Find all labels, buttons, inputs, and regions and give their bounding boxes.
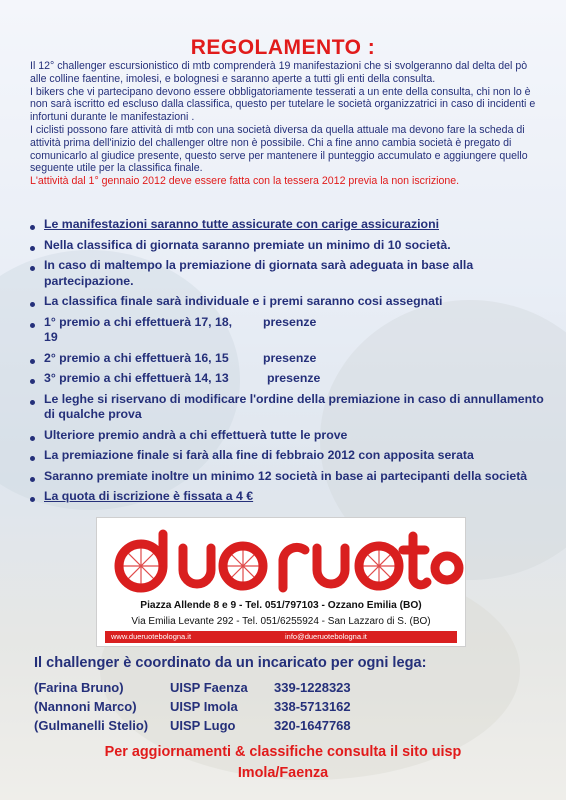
- intro-paragraph: I bikers che vi partecipano devono essere obbligatoriamente tesserati a un ente della consulta, chi non lo è non sarà iscritto ed escluso dalla classifica, questo per tutelare le società organizzatrici in caso di incidenti e infortuni durante le manifestazioni .: [30, 85, 536, 124]
- contact-row: [34, 678, 384, 697]
- bullet-icon: [30, 477, 35, 482]
- contact-org: UISP Faenza: [170, 680, 248, 695]
- contacts-list: [34, 678, 384, 735]
- bullet-icon: [30, 323, 35, 328]
- sponsor-ad: [96, 517, 466, 647]
- bullet-icon: [30, 379, 35, 384]
- footer-note: [0, 742, 566, 784]
- bullet-icon: [30, 436, 35, 441]
- contact-phone: 338-5713162: [274, 699, 351, 714]
- bullet-icon: [30, 456, 35, 461]
- contact-row: [34, 716, 384, 735]
- bullet-icon: [30, 266, 35, 271]
- intro-paragraph: I ciclisti possono fare attività di mtb con una società diversa da quella attuale ma devono fare la scheda di attività prima dell'inizio del challenger oltre non è possibile. Chi a fine anno cambia società è pregato di comunicarlo al giudice presente, questo serve per mantenere il punteggio accumulato e aggiungere quello seguente utile per la classifica finale.: [30, 123, 528, 175]
- coordination-heading: Il challenger è coordinato da un incaricato per ogni lega:: [34, 655, 427, 671]
- list-item: La classifica finale sarà individuale e i premi saranno cosi assegnati: [30, 294, 550, 310]
- list-item: 1° premio a chi effettuerà 17, 18, 19 presenze: [30, 315, 550, 346]
- website-link[interactable]: www.dueruotebologna.it: [111, 632, 192, 641]
- footer-line: Per aggiornamenti & classifiche consulta il sito uisp: [104, 744, 462, 760]
- bullet-icon: [30, 400, 35, 405]
- contact-org: UISP Imola: [170, 699, 238, 714]
- list-item: Ulteriore premio andrà a chi effettuerà tutte le prove: [30, 428, 550, 444]
- list-item: Saranno premiate inoltre un minimo 12 società in base ai partecipanti della società: [30, 469, 550, 485]
- bullet-icon: [30, 225, 35, 230]
- list-item: Nella classifica di giornata saranno premiate un minimo di 10 società.: [30, 238, 550, 254]
- intro-paragraph: Il 12° challenger escursionistico di mtb comprenderà 19 manifestazioni che si svolgeranno dal delta del pò alle colline faentine, imolesi, e bolognesi e saranno aperte a tutti gli enti della consulta.: [30, 60, 528, 85]
- list-item: Le leghe si riservano di modificare l'ordine della premiazione in caso di annullamento di qualche prova: [30, 392, 550, 423]
- list-item: In caso di maltempo la premiazione di giornata sarà adeguata in base alla partecipazione.: [30, 258, 550, 289]
- bullet-icon: [30, 359, 35, 364]
- address-line-1: Piazza Allende 8 e 9 - Tel. 051/797103 - Ozzano Emilia (BO): [140, 600, 422, 611]
- rules-list: [30, 217, 550, 510]
- list-item: La premiazione finale si farà alla fine di febbraio 2012 con apposita serata: [30, 448, 550, 464]
- address-line-2: Via Emilia Levante 292 - Tel. 051/6255924 - San Lazzaro di S. (BO): [131, 616, 431, 627]
- contact-phone: 320-1647768: [274, 718, 351, 733]
- contact-name: (Gulmanelli Stelio): [34, 718, 149, 733]
- bullet-icon: [30, 497, 35, 502]
- due-ruote-logo: [97, 518, 465, 600]
- contact-phone: 339-1228323: [274, 680, 351, 695]
- intro-notice: L'attività dal 1° gennaio 2012 deve essere fatta con la tessera 2012 previa la non iscrizione.: [30, 175, 460, 188]
- bullet-icon: [30, 302, 35, 307]
- list-item: La quota di iscrizione è fissata a 4 €: [30, 489, 550, 505]
- bullet-icon: [30, 246, 35, 251]
- contact-row: [34, 697, 384, 716]
- page-title: REGOLAMENTO :: [190, 36, 376, 59]
- intro-text: [30, 60, 540, 188]
- contact-org: UISP Lugo: [170, 718, 236, 733]
- contact-name: (Farina Bruno): [34, 680, 124, 695]
- contact-name: (Nannoni Marco): [34, 699, 137, 714]
- contact-bar: [105, 631, 457, 643]
- list-item: 2° premio a chi effettuerà 16, 15 presenze: [30, 351, 550, 367]
- list-item: 3° premio a chi effettuerà 14, 13 presenze: [30, 371, 550, 387]
- email-link[interactable]: info@dueruotebologna.it: [285, 632, 367, 641]
- list-item: Le manifestazioni saranno tutte assicurate con carige assicurazioni: [30, 217, 550, 233]
- footer-line: Imola/Faenza: [237, 765, 329, 781]
